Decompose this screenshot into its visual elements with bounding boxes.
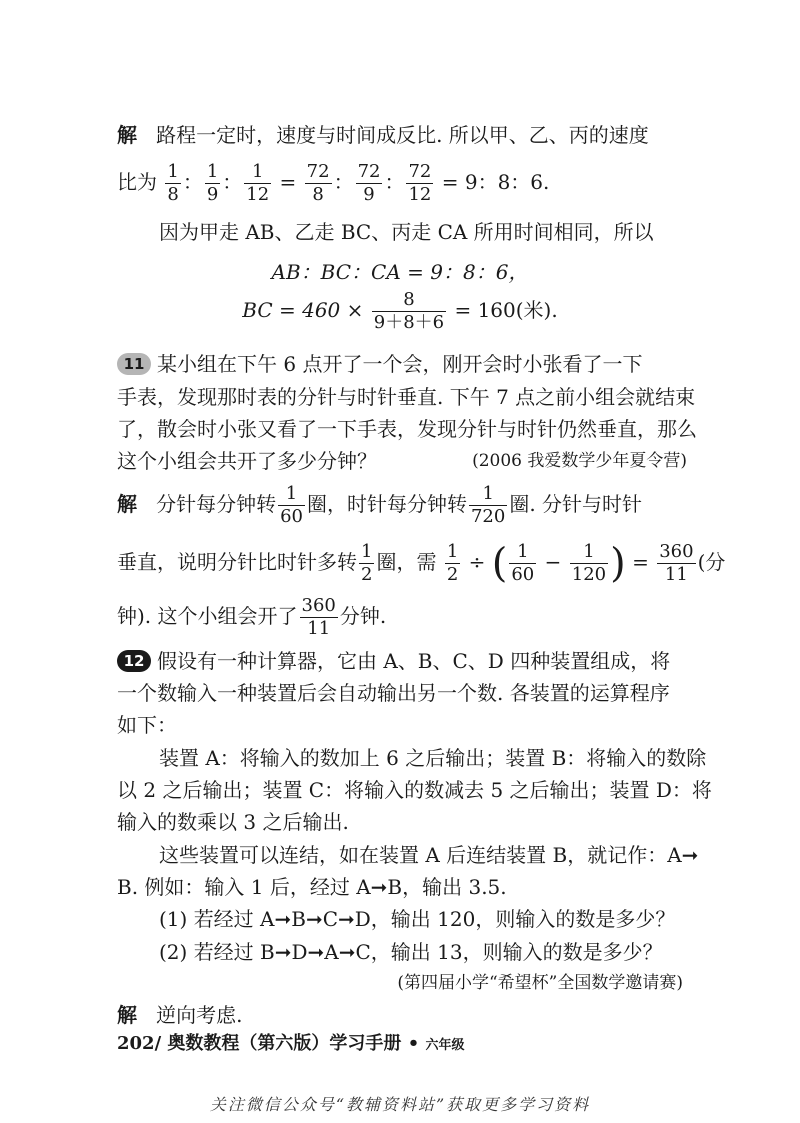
sol10-eq1: AB：BC：CA = 9：8：6， bbox=[271, 260, 529, 284]
sol11-line3: 钟). 这个小组会开了 $\frac{360}{11}$ 分钟. bbox=[117, 595, 387, 639]
q11-line3: 了，散会时小张又看了一下手表，发现分针与时针仍然垂直，那么 bbox=[117, 417, 697, 441]
book-title: / 奥数教程（第六版）学习手册 bbox=[154, 1033, 402, 1054]
sol10-ratio-line: 比为 $\frac{1}{8}$ ： $\frac{1}{9}$ ： $\frac{1}{12}$ = $\frac{72}{8}$ ： $\frac{72}{9}$ ： $\frac{72}{12}$ = 9：8：6. bbox=[117, 161, 550, 205]
q12-line1: 12 假设有一种计算器，它由 A、B、C、D 四种装置组成，将 bbox=[117, 646, 670, 676]
q12-line8: B. 例如：输入 1 后，经过 A➞B，输出 3.5. bbox=[117, 875, 507, 899]
solution-label: 解 bbox=[117, 123, 137, 147]
q12-subq2: (2) 若经过 B➞D➞A➞C，输出 13，则输入的数是多少？ bbox=[159, 940, 663, 964]
sol10-line1 bbox=[117, 120, 649, 150]
fraction: $\frac{1}{8}$ bbox=[167, 161, 179, 205]
fraction: $\frac{72}{9}$ bbox=[357, 161, 381, 205]
q11-line4: 这个小组会共开了多少分钟？ (2006 我爱数学少年夏令营) bbox=[117, 446, 687, 476]
solution-label: 解 bbox=[117, 1003, 137, 1027]
solution-label: 解 bbox=[117, 492, 137, 516]
fraction: $\frac{1}{720}$ bbox=[470, 483, 506, 527]
sol10-ratio-result: = 9：8：6. bbox=[441, 170, 550, 194]
fraction: $\frac{72}{12}$ bbox=[408, 161, 432, 205]
fraction: $\frac{1}{60}$ bbox=[280, 483, 303, 527]
fraction: $\frac{1}{12}$ bbox=[246, 161, 270, 205]
sol10-text2: 因为甲走 AB、乙走 BC、丙走 CA 所用时间相同，所以 bbox=[159, 220, 654, 244]
fraction: $\frac{1}{2}$ bbox=[446, 541, 459, 585]
q11-line1: 11 某小组在下午 6 点开了一个会，刚开会时小张看了一下 bbox=[117, 349, 642, 379]
q12-line5: 以 2 之后输出；装置 C：将输入的数减去 5 之后输出；装置 D：将 bbox=[117, 778, 712, 802]
sol10-ratio-prefix: 比为 bbox=[117, 170, 157, 194]
q12-line3: 如下： bbox=[117, 713, 177, 737]
q12-line6: 输入的数乘以 3 之后输出. bbox=[117, 810, 349, 834]
fraction: $\frac{8}{9+8+6}$ bbox=[373, 289, 445, 333]
sol11-line2: 垂直，说明分针比时针多转 $\frac{1}{2}$ 圈，需 $\frac{1}{2}$ ÷ ( $\frac{1}{60}$ − $\frac{1}{120}$ ) = $\frac{360}{11}$ (分 bbox=[117, 540, 726, 587]
page-number: 202 bbox=[117, 1033, 155, 1054]
watermark-text: 关注微信公众号“教辅资料站”获取更多学习资料 bbox=[209, 1095, 591, 1114]
sol12-line: 解 逆向考虑. bbox=[117, 1003, 243, 1027]
fraction: $\frac{1}{9}$ bbox=[206, 161, 219, 205]
q12-line7: 这些装置可以连结，如在装置 A 后连结装置 B，就记作：A➞ bbox=[159, 843, 699, 867]
fraction: $\frac{360}{11}$ bbox=[659, 541, 694, 585]
question-number-badge: 12 bbox=[117, 650, 151, 672]
fraction: $\frac{1}{2}$ bbox=[361, 541, 373, 585]
q12-subq1: (1) 若经过 A➞B➞C➞D，输出 120，则输入的数是多少？ bbox=[159, 907, 676, 931]
fraction: $\frac{1}{60}$ bbox=[511, 541, 535, 585]
q12-source: (第四届小学“希望杯”全国数学邀请赛) bbox=[397, 973, 683, 993]
q12-line4: 装置 A：将输入的数加上 6 之后输出；装置 B：将输入的数除 bbox=[159, 746, 707, 770]
grade-label: 六年级 bbox=[425, 1038, 465, 1053]
sol11-line1: 解 分针每分钟转 $\frac{1}{60}$ 圈，时针每分钟转 $\frac{1}{720}$ 圈. 分针与时针 bbox=[117, 483, 643, 527]
q12-line2: 一个数输入一种装置后会自动输出另一个数. 各装置的运算程序 bbox=[117, 681, 670, 705]
q11-line2: 手表，发现那时表的分针与时针垂直. 下午 7 点之前小组会就结束 bbox=[117, 385, 696, 409]
question-number-badge: 11 bbox=[117, 353, 151, 375]
fraction: $\frac{72}{8}$ bbox=[306, 161, 330, 205]
fraction: $\frac{1}{120}$ bbox=[571, 541, 607, 585]
page-footer: 202/ 奥数教程（第六版）学习手册 • 六年级 bbox=[117, 1033, 465, 1054]
sol10-text1: 路程一定时，速度与时间成反比. 所以甲、乙、丙的速度 bbox=[156, 123, 649, 147]
q11-source: (2006 我爱数学少年夏令营) bbox=[472, 451, 687, 471]
fraction: $\frac{360}{11}$ bbox=[301, 595, 336, 639]
sol10-eq2: BC = 460 × $\frac{8}{9+8+6}$ = 160(米). bbox=[242, 289, 558, 333]
